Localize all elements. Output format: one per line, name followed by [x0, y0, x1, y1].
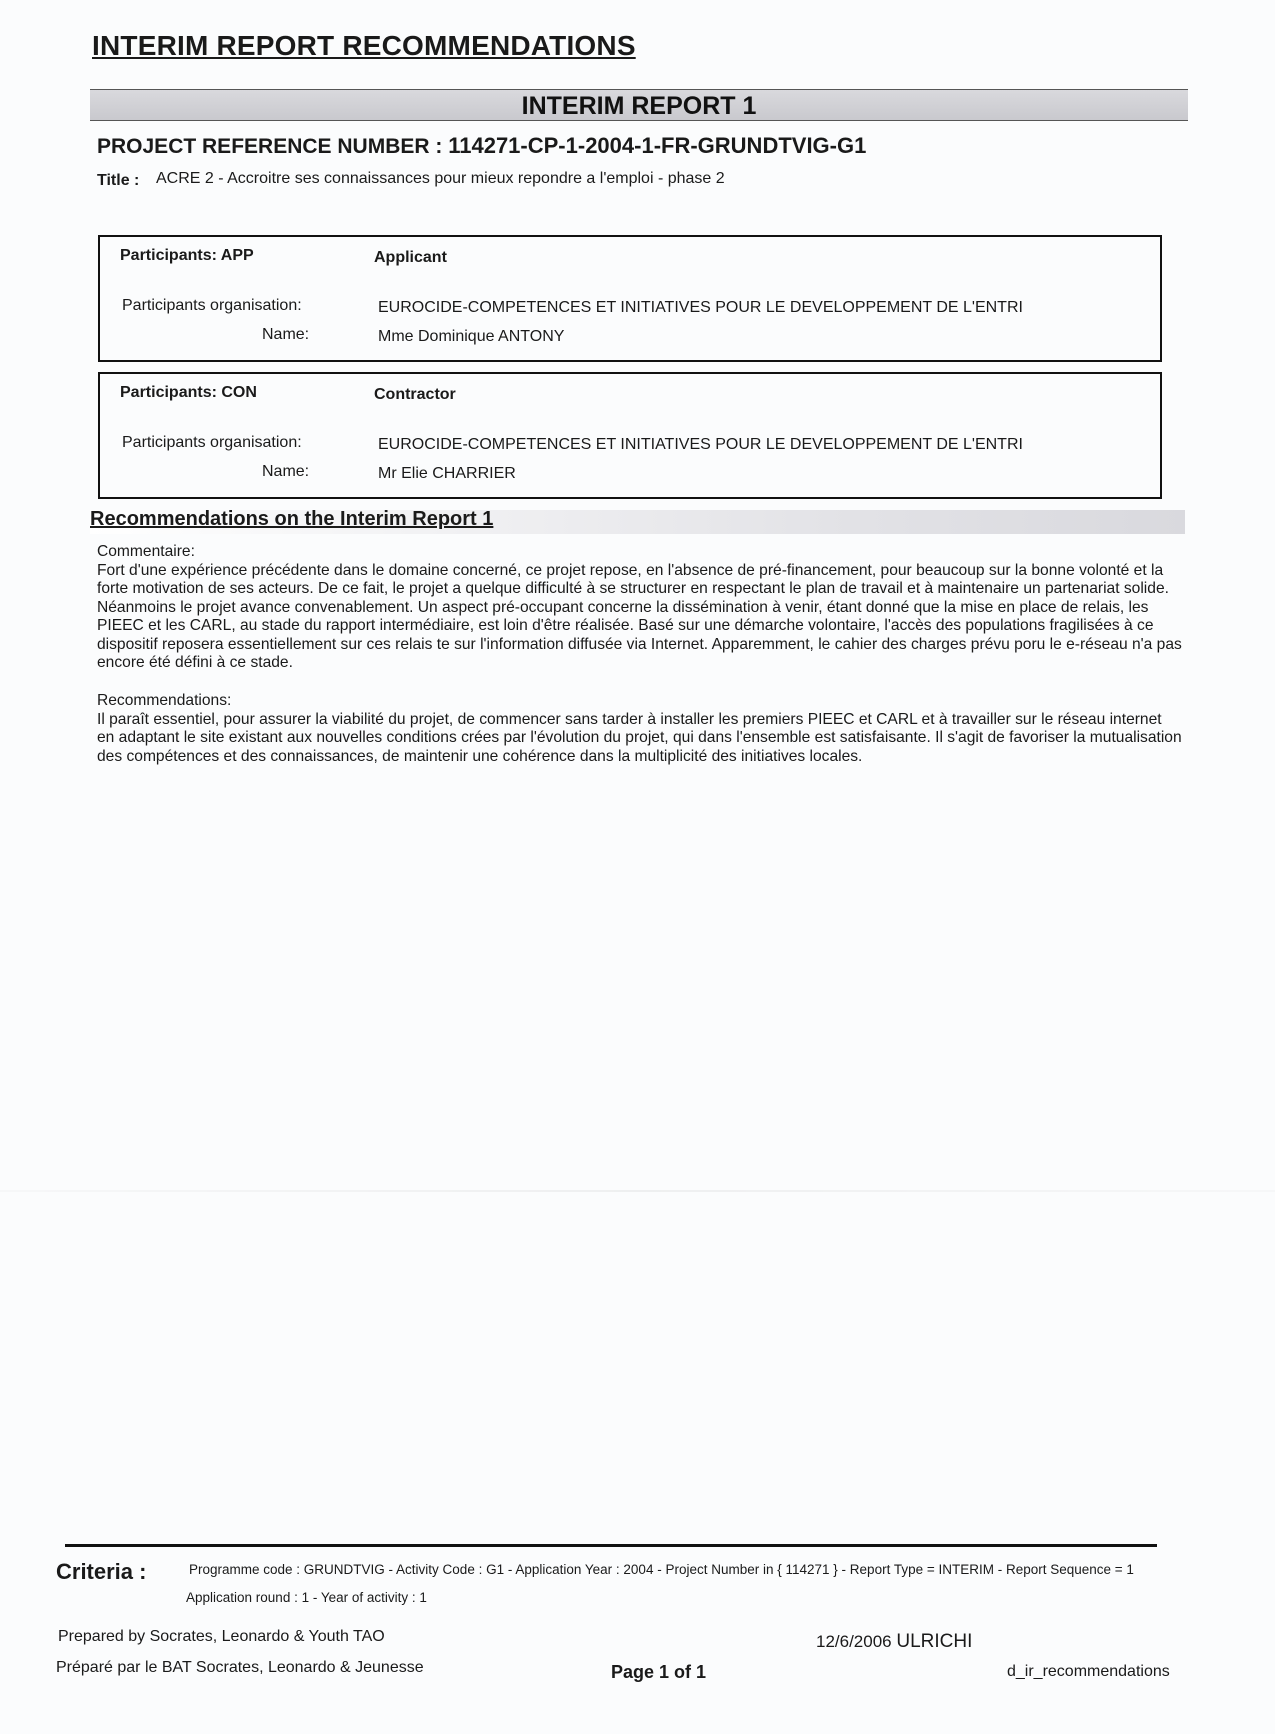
- paper-fold-line: [0, 1190, 1275, 1192]
- reference-label: PROJECT REFERENCE NUMBER :: [97, 135, 443, 158]
- prepared-by-english: Prepared by Socrates, Leonardo & Youth TAO: [58, 1628, 385, 1645]
- name-label: Name:: [262, 326, 310, 343]
- project-reference: [97, 133, 866, 159]
- date-user: [816, 1631, 972, 1653]
- prepared-by-french: Préparé par le BAT Socrates, Leonardo & Jeunesse: [56, 1659, 424, 1676]
- participant-role: Applicant: [374, 249, 447, 266]
- page-number: Page 1 of 1: [611, 1662, 707, 1682]
- name-label: Name:: [262, 463, 310, 480]
- participant-box-applicant: [98, 235, 1162, 362]
- participant-code: Participants: APP: [120, 247, 254, 264]
- comment-section: [97, 543, 1182, 673]
- organisation-value: EUROCIDE-COMPETENCES ET INITIATIVES POUR LE DEVELOPPEMENT DE L'ENTRI: [378, 299, 1023, 316]
- document-title: INTERIM REPORT RECOMMENDATIONS: [92, 30, 636, 61]
- comment-text: Fort d'une expérience précédente dans le domaine concerné, ce projet repose, en l'absence de pré-financement, pour beaucoup sur la bonne volonté et la forte motivation de ses acteurs. De ce fait, le projet a quelque difficulté à se structurer en respectant le plan de travail et à maintenaire un partenariat solide. Néanmoins le projet avance convenablement. Un aspect pré-occupant concerne la dissémination à venir, étant donné que la mise en place de relais, les PIEEC et les CARL, au stade du rapport intermédiaire, est loin d'être réalisée. Basé sur une démarche volontaire, l'accès des populations fragilisées à ce dispositif reposera essentiellement sur ces relais te sur l'information diffusée via Internet. Apparemment, le cahier des charges prévu poru le e-réseau n'a pas encore été défini à ce stade.: [97, 561, 1182, 671]
- organisation-value: EUROCIDE-COMPETENCES ET INITIATIVES POUR LE DEVELOPPEMENT DE L'ENTRI: [378, 436, 1023, 453]
- organisation-label: Participants organisation:: [122, 297, 302, 314]
- reference-number: 114271-CP-1-2004-1-FR-GRUNDTVIG-G1: [448, 133, 867, 158]
- name-value: Mme Dominique ANTONY: [378, 328, 565, 345]
- participant-code: Participants: CON: [120, 384, 257, 401]
- title-label: Title :: [97, 172, 140, 189]
- recommendations-text: Il paraît essentiel, pour assurer la viabilité du projet, de commencer sans tarder à installer les premiers PIEEC et CARL et à travailler sur le réseau internet en adaptant le site existant aux nouvelles conditions crées par l'évolution du projet, qui dans l'ensemble est satisfaisante. Il s'agit de favoriser la mutualisation des compétences et des connaissances, de maintenir une cohérence dans la multiplicité des initiatives locales.: [97, 710, 1182, 765]
- recommendations-label: Recommendations:: [97, 692, 232, 709]
- recommendations-section: [97, 692, 1182, 766]
- title-value: ACRE 2 - Accroitre ses connaissances pour mieux repondre a l'emploi - phase 2: [156, 170, 725, 187]
- criteria-line-2: Application round : 1 - Year of activity : 1: [186, 1590, 427, 1605]
- participant-role: Contractor: [374, 386, 456, 403]
- print-date: 12/6/2006: [816, 1632, 892, 1651]
- organisation-label: Participants organisation:: [122, 434, 302, 451]
- criteria-label: Criteria :: [56, 1559, 147, 1584]
- report-banner-text: INTERIM REPORT 1: [521, 92, 757, 120]
- comment-label: Commentaire:: [97, 543, 195, 560]
- footer-divider: [65, 1544, 1157, 1547]
- recommendations-heading: Recommendations on the Interim Report 1: [90, 508, 494, 530]
- name-value: Mr Elie CHARRIER: [378, 465, 516, 482]
- document-code: d_ir_recommendations: [1007, 1663, 1170, 1680]
- participant-box-contractor: [98, 372, 1162, 499]
- report-banner: [90, 89, 1188, 121]
- criteria-line-1: Programme code : GRUNDTVIG - Activity Code : G1 - Application Year : 2004 - Project Number in { 114271 } - Report Type = INTERIM - Report Sequence = 1: [189, 1562, 1134, 1577]
- print-user: ULRICHI: [896, 1631, 973, 1652]
